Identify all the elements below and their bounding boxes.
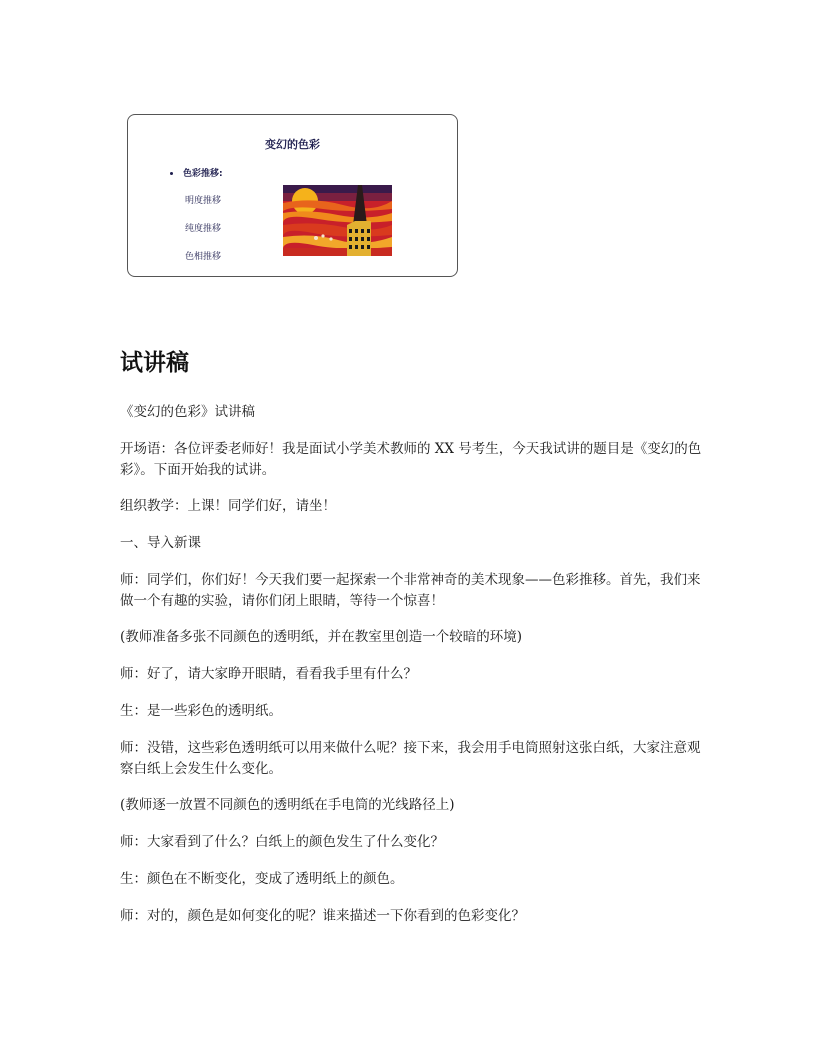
paragraph-teacher-action: (教师逐一放置不同颜色的透明纸在手电筒的光线路径上) — [120, 797, 455, 813]
paragraph-opening: 开场语：各位评委老师好！我是面试小学美术教师的 XX 号考生，今天我试讲的题目是《变幻的色彩》。下面开始我的试讲。 — [120, 441, 702, 478]
slide-item-hue: 色相推移 — [185, 252, 222, 262]
paragraph-teacher-prep: (教师准备多张不同颜色的透明纸，并在教室里创造一个较暗的环境) — [120, 629, 523, 645]
paragraph-teacher-flashlight: 师：没错，这些彩色透明纸可以用来做什么呢？接下来，我会用手电筒照射这张白纸，大家注意观察白纸上会发生什么变化。 — [120, 740, 701, 777]
slide-bullet — [170, 166, 223, 179]
paragraph-section-one: 一、导入新课 — [120, 535, 201, 551]
sunset-painting-image — [283, 185, 392, 256]
paragraph-teacher-intro: 师：同学们，你们好！今天我们要一起探索一个非常神奇的美术现象——色彩推移。首先，我们来做一个有趣的实验，请你们闭上眼睛，等待一个惊喜！ — [120, 572, 701, 609]
paragraph-organize: 组织教学：上课！同学们好，请坐！ — [120, 498, 336, 514]
slide-item-saturation: 纯度推移 — [185, 224, 222, 234]
slide-preview — [127, 114, 458, 277]
paragraph-teacher-followup: 师：对的，颜色是如何变化的呢？谁来描述一下你看到的色彩变化？ — [120, 908, 525, 924]
page-heading: 试讲稿 — [120, 350, 189, 376]
bullet-dot-icon — [170, 172, 173, 175]
slide-title: 变幻的色彩 — [265, 138, 320, 151]
slide-bullet-label: 色彩推移: — [183, 169, 223, 179]
paragraph-teacher-question: 师：大家看到了什么？白纸上的颜色发生了什么变化？ — [120, 834, 444, 850]
paragraph-doc-title: 《变幻的色彩》试讲稿 — [120, 404, 255, 420]
paragraph-teacher-open-eyes: 师：好了，请大家睁开眼睛，看看我手里有什么？ — [120, 666, 417, 682]
paragraph-student-answer-1: 生：是一些彩色的透明纸。 — [120, 703, 282, 719]
paragraph-student-answer-2: 生：颜色在不断变化，变成了透明纸上的颜色。 — [120, 871, 404, 887]
slide-item-brightness: 明度推移 — [185, 196, 222, 206]
